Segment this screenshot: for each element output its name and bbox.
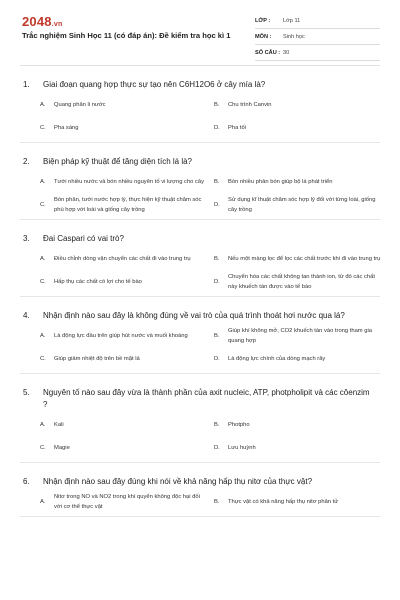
- question-text: Biện pháp kỹ thuật để tăng diện tích lá là?: [43, 157, 192, 166]
- meta-value: 30: [283, 49, 290, 56]
- option-text: Là động lực đầu trên giúp hút nước và muối khoáng: [54, 332, 188, 339]
- meta-value: Lớp 11: [283, 17, 301, 24]
- option-text: Chu trình Canvin: [228, 101, 272, 108]
- option-text: Giúp giảm nhiệt độ trên bề mặt lá: [54, 355, 140, 362]
- option-d[interactable]: [214, 116, 387, 139]
- option-text: Bón phân, tưới nước hợp lý, thực hiện kỹ thuật chăm sóc phù hợp với loài và giống cây trồng: [54, 196, 202, 213]
- question-number: 3.: [23, 234, 30, 243]
- question-number: 2.: [23, 157, 30, 166]
- meta-row-class: [255, 13, 380, 29]
- meta-label: LỚP :: [255, 17, 271, 24]
- option-letter: C.: [40, 444, 46, 451]
- option-a[interactable]: [40, 247, 213, 270]
- option-a[interactable]: [40, 413, 213, 436]
- option-b[interactable]: [214, 93, 387, 116]
- quiz-meta: [255, 13, 380, 61]
- option-letter: A.: [40, 255, 46, 262]
- option-letter: D.: [214, 355, 220, 362]
- question-text: Nguyên tố nào sau đây vừa là thành phần của axit nucleic, ATP, photpholipit và các côenzim ?: [43, 388, 370, 409]
- option-text: Kali: [54, 421, 64, 428]
- option-b[interactable]: [214, 170, 387, 193]
- option-c[interactable]: [40, 436, 213, 459]
- option-letter: A.: [40, 421, 46, 428]
- option-letter: D.: [214, 201, 220, 208]
- option-text: Nitơ trong NO và NO2 trong khí quyển không độc hại đối với cơ thể thực vật: [54, 493, 200, 510]
- question-1: [20, 66, 380, 143]
- meta-value: Sinh học: [283, 33, 305, 40]
- option-letter: B.: [214, 101, 220, 108]
- meta-row-count: [255, 45, 380, 61]
- option-letter: A.: [40, 101, 46, 108]
- option-text: Nếu một màng lọc để lọc các chất trước khi đi vào trung trụ: [228, 255, 381, 262]
- question-number: 5.: [23, 388, 30, 397]
- option-d[interactable]: [214, 436, 387, 459]
- option-letter: C.: [40, 124, 46, 131]
- option-letter: C.: [40, 201, 46, 208]
- option-d[interactable]: [214, 347, 387, 370]
- meta-label: MÔN :: [255, 33, 272, 40]
- option-text: Pha tối: [228, 124, 247, 131]
- option-letter: C.: [40, 355, 46, 362]
- option-text: Tưới nhiều nước và bón nhiều nguyên tố vi lượng cho cây: [54, 178, 205, 185]
- option-b[interactable]: [214, 247, 387, 270]
- option-b[interactable]: [214, 490, 387, 513]
- option-text: Lưu huỳnh: [228, 444, 256, 451]
- option-letter: B.: [214, 332, 220, 339]
- option-a[interactable]: [40, 324, 213, 347]
- option-c[interactable]: [40, 270, 213, 293]
- site-logo[interactable]: [22, 14, 62, 29]
- question-number: 1.: [23, 80, 30, 89]
- option-text: Thực vật có khả năng hấp thụ nitơ phân tử: [228, 498, 339, 505]
- question-2: [20, 143, 380, 220]
- option-text: Hấp thụ các chất có lợi cho tế bào: [54, 278, 142, 285]
- question-list: [0, 66, 400, 517]
- question-number: 6.: [23, 477, 30, 486]
- question-text: Đai Caspari có vai trò?: [43, 234, 124, 243]
- question-text: Nhận định nào sau đây đúng khi nói về khả năng hấp thụ nitơ của thực vật?: [43, 477, 313, 486]
- option-text: Quang phân li nước: [54, 101, 106, 108]
- option-a[interactable]: [40, 93, 213, 116]
- option-c[interactable]: [40, 193, 213, 216]
- option-b[interactable]: [214, 324, 387, 347]
- option-letter: B.: [214, 498, 220, 505]
- option-letter: D.: [214, 278, 220, 285]
- meta-label: SỐ CÂU :: [255, 49, 281, 56]
- option-letter: A.: [40, 332, 46, 339]
- option-letter: A.: [40, 498, 46, 505]
- option-text: Là động lực chính của dòng mạch rây: [228, 355, 326, 362]
- option-letter: D.: [214, 124, 220, 131]
- option-letter: B.: [214, 255, 220, 262]
- option-text: Giúp khí không mở, CO2 khuếch tán vào trong tham gia quang hợp: [228, 327, 372, 344]
- option-c[interactable]: [40, 347, 213, 370]
- option-b[interactable]: [214, 413, 387, 436]
- question-5: [20, 374, 380, 463]
- meta-row-subject: [255, 29, 380, 45]
- question-4: [20, 297, 380, 374]
- option-letter: C.: [40, 278, 46, 285]
- option-text: Điều chỉnh dòng vận chuyển các chất đi vào trung trụ: [54, 255, 191, 262]
- option-a[interactable]: [40, 170, 213, 193]
- page-header: [0, 0, 400, 60]
- option-text: Magie: [54, 444, 70, 451]
- question-3: [20, 220, 380, 297]
- option-text: Chuyển hóa các chất không tan thành ion, từ đó các chất này khuếch tán được vào tế bào: [228, 273, 375, 290]
- logo-text: 2048: [22, 14, 52, 29]
- question-6: [20, 463, 380, 517]
- option-letter: B.: [214, 178, 220, 185]
- option-letter: A.: [40, 178, 46, 185]
- option-text: Bón nhiều phân bón giúp bộ lá phát triển: [228, 178, 333, 185]
- option-letter: D.: [214, 444, 220, 451]
- option-a[interactable]: [40, 490, 213, 513]
- logo-suffix: .vn: [51, 21, 63, 28]
- question-text: Giai đoạn quang hợp thực sự tạo nên C6H12O6 ở cây mía là?: [43, 80, 266, 89]
- option-d[interactable]: [214, 193, 387, 216]
- option-c[interactable]: [40, 116, 213, 139]
- option-letter: B.: [214, 421, 220, 428]
- question-text: Nhận định nào sau đây là không đúng về vai trò của quá trình thoát hơi nước qua lá?: [43, 311, 345, 320]
- option-text: Photpho: [228, 421, 250, 428]
- option-text: Pha sáng: [54, 124, 79, 131]
- option-d[interactable]: [214, 270, 387, 293]
- option-text: Sử dụng kĩ thuật chăm sóc hợp lý đối với từng loài, giống cây trồng: [228, 196, 376, 213]
- page-title: Trắc nghiệm Sinh Học 11 (có đáp án): Đề kiểm tra học kì 1: [22, 31, 231, 40]
- question-number: 4.: [23, 311, 30, 320]
